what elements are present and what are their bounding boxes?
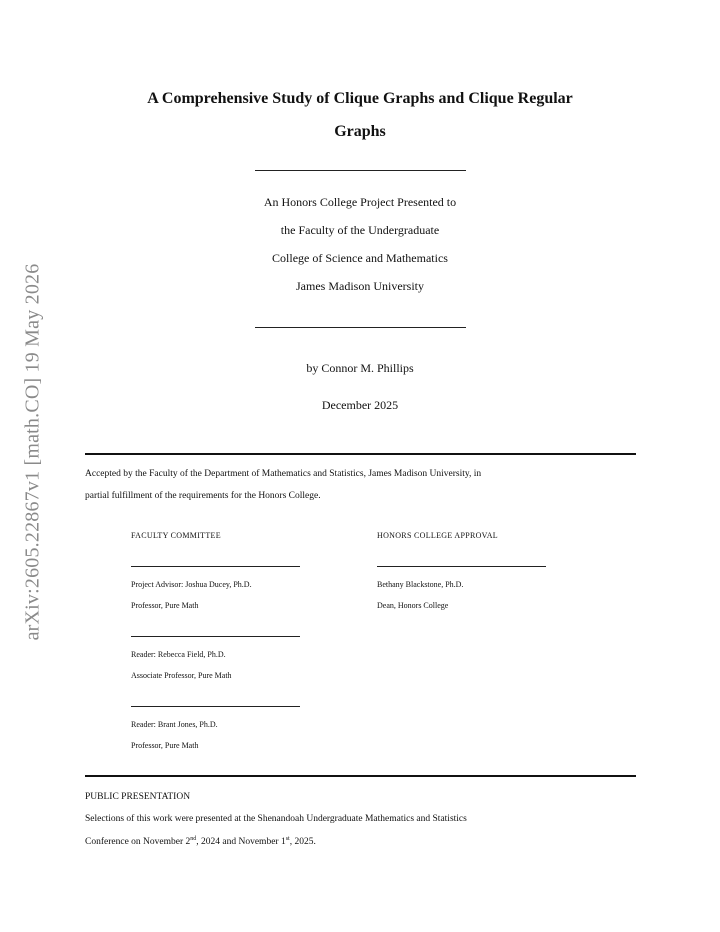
signature-line-reader-2 xyxy=(131,706,300,707)
public-presentation-heading: PUBLIC PRESENTATION xyxy=(85,792,191,802)
presentation-line-4: James Madison University xyxy=(296,279,424,293)
faculty-committee-heading: FACULTY COMMITTEE xyxy=(131,531,221,540)
presentation-text-b: , 2024 and November 1 xyxy=(196,837,286,847)
acceptance-line-2: partial fulfillment of the requirements for the Honors College. xyxy=(85,491,321,501)
title-line-1: A Comprehensive Study of Clique Graphs and Clique Regular xyxy=(147,90,573,107)
submission-date: December 2025 xyxy=(321,398,399,412)
signature-line-reader-1 xyxy=(131,636,300,637)
public-presentation-line-2 xyxy=(85,837,645,847)
advisor-name: Project Advisor: Joshua Ducey, Ph.D. xyxy=(131,580,252,589)
reader-1-name: Reader: Rebecca Field, Ph.D. xyxy=(131,650,226,659)
paper-title xyxy=(85,82,635,148)
presentation-line-1: An Honors College Project Presented to xyxy=(263,195,457,209)
arxiv-identifier: arXiv:2605.22867v1 [math.CO] 19 May 2026 xyxy=(21,263,44,641)
presentation-divider xyxy=(255,327,466,328)
ordinal-st: st xyxy=(285,835,290,842)
signature-line-advisor xyxy=(131,566,300,567)
signature-line-dean xyxy=(377,566,546,567)
dean-name: Bethany Blackstone, Ph.D. xyxy=(377,580,464,589)
honors-approval-heading: HONORS COLLEGE APPROVAL xyxy=(377,531,498,540)
dean-title: Dean, Honors College xyxy=(377,601,449,610)
author-byline: by Connor M. Phillips xyxy=(306,361,414,375)
ordinal-nd: nd xyxy=(190,835,197,842)
reader-2-name: Reader: Brant Jones, Ph.D. xyxy=(131,720,218,729)
presentation-text-a: Conference on November 2 xyxy=(85,837,191,847)
presentation-line-2: the Faculty of the Undergraduate xyxy=(280,223,440,237)
presentation-line-3: College of Science and Mathematics xyxy=(272,251,448,265)
section-rule-top xyxy=(85,453,636,455)
reader-1-title: Associate Professor, Pure Math xyxy=(131,671,232,680)
advisor-title: Professor, Pure Math xyxy=(131,601,199,610)
title-line-2: Graphs xyxy=(334,123,386,140)
public-presentation-line-1: Selections of this work were presented at the Shenandoah Undergraduate Mathematics and Statistics xyxy=(85,814,467,824)
reader-2-title: Professor, Pure Math xyxy=(131,741,199,750)
section-rule-bottom xyxy=(85,775,636,777)
title-divider xyxy=(255,170,466,171)
presentation-text-c: , 2025. xyxy=(289,837,316,847)
acceptance-line-1: Accepted by the Faculty of the Department of Mathematics and Statistics, James Madison University, in xyxy=(85,469,482,479)
